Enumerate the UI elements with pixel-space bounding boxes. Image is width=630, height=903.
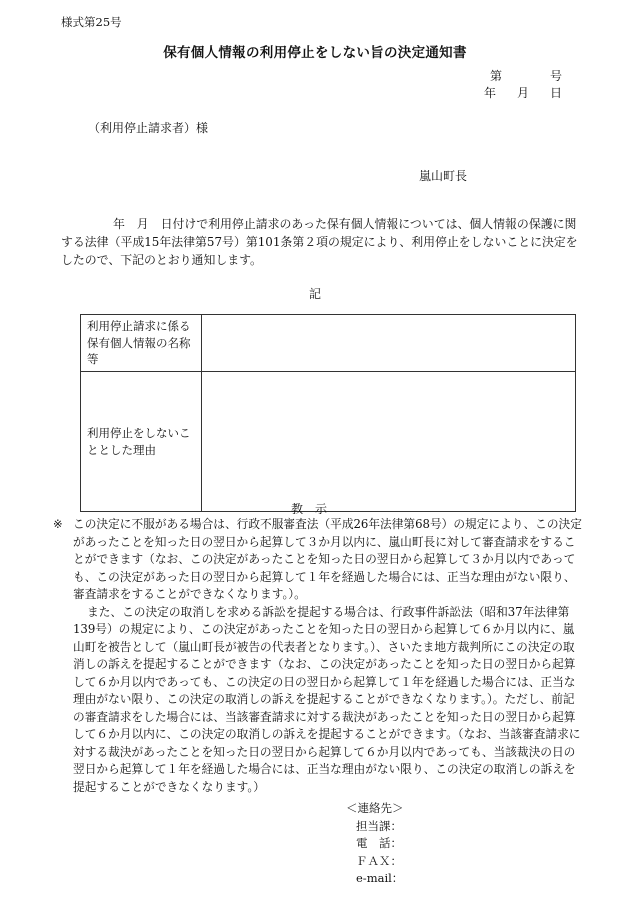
notice-paragraph-1-text: この決定に不服がある場合は、行政不服審査法（平成26年法律第68号）の規定により、この決定があったことを知った日の翌日から起算して３か月以内に、嵐山町長に対して審査請求をすることができます（なお、この決定があったことを知った日の翌日から起算して３か月以内であっても、この決定があった日の翌日から起算して１年を経過した場合には、正当な理由がない限り、審査請求をすることができなくなります。）。 [73, 517, 582, 601]
form-number: 様式第25号 [61, 15, 122, 29]
contact-phone [356, 835, 404, 853]
document-title: 保有個人情報の利用停止をしない旨の決定通知書 [163, 45, 467, 61]
document-number-prefix: 第 [490, 69, 503, 83]
phone-label: 電 話： [356, 836, 402, 850]
contact-email [356, 870, 404, 888]
contact-block [346, 800, 404, 888]
document-number-suffix: 号 [549, 69, 562, 83]
contact-fax [356, 853, 404, 871]
email-label: e-mail： [356, 871, 404, 885]
ki-heading: 記 [308, 287, 321, 301]
sender: 嵐山町長 [419, 169, 468, 183]
document-number [490, 67, 562, 84]
table-row [81, 315, 576, 372]
contact-department [356, 818, 404, 836]
date-day: 日 [549, 86, 562, 100]
reason-label: 利用停止をしないこととした理由 [81, 372, 202, 512]
table-row [81, 372, 576, 512]
reason-value [202, 372, 576, 512]
department-label: 担当課： [356, 818, 402, 833]
notice-paragraph-2: また、この決定の取消しを求める訴訟を提起する場合は、行政事件訴訟法（昭和37年法律第139号）の規定により、この決定があったことを知った日の翌日から起算して６か月以内に、嵐山町を被告として（嵐山町長が被告の代表者となります。）、さいたま地方裁判所にこの決定の取消しの訴えを提起することができます（なお、この決定があったことを知った日の翌日から起算して６か月以内であっても、この決定の日の翌日から起算して１年を経過した場合には、正当な理由がない限り、この決定の取消しの訴えを提起することができなくなります。）。ただし、前記の審査請求をした場合には、当該審査請求に対する裁決があったことを知った日の翌日から起算して６か月以内に、この決定の取消しの訴えを提起することができます。（なお、当該審査請求に対する裁決があったことを知った日の翌日から起算して６か月以内であっても、当該裁決の日の翌日から起算して１年を経過した場合には、正当な理由がない限り、この決定の取消しの訴えを提起することができなくなります。） [73, 604, 581, 794]
kyouji-heading: 教示 [290, 502, 339, 516]
info-name-label: 利用停止請求に係る保有個人情報の名称等 [81, 315, 202, 372]
notice-paragraph-1 [53, 516, 586, 604]
date-month: 月 [516, 86, 529, 100]
notice-section [53, 516, 586, 796]
info-name-value [202, 315, 576, 372]
body-paragraph: 年 月 日付けで利用停止請求のあった保有個人情報については、個人情報の保護に関する法律（平成15年法律第57号）第101条第２項の規定により、利用停止をしないことに決定をしたので、下記のとおり通知します。 [61, 217, 578, 267]
fax-label: ＦＡＸ： [356, 853, 402, 868]
addressee: （利用停止請求者）様 [88, 121, 209, 135]
date-year: 年 [484, 86, 497, 100]
info-table [80, 314, 576, 512]
contact-heading: ＜連絡先＞ [346, 801, 404, 815]
issue-date [484, 84, 562, 101]
notice-mark: ※ [53, 517, 63, 531]
